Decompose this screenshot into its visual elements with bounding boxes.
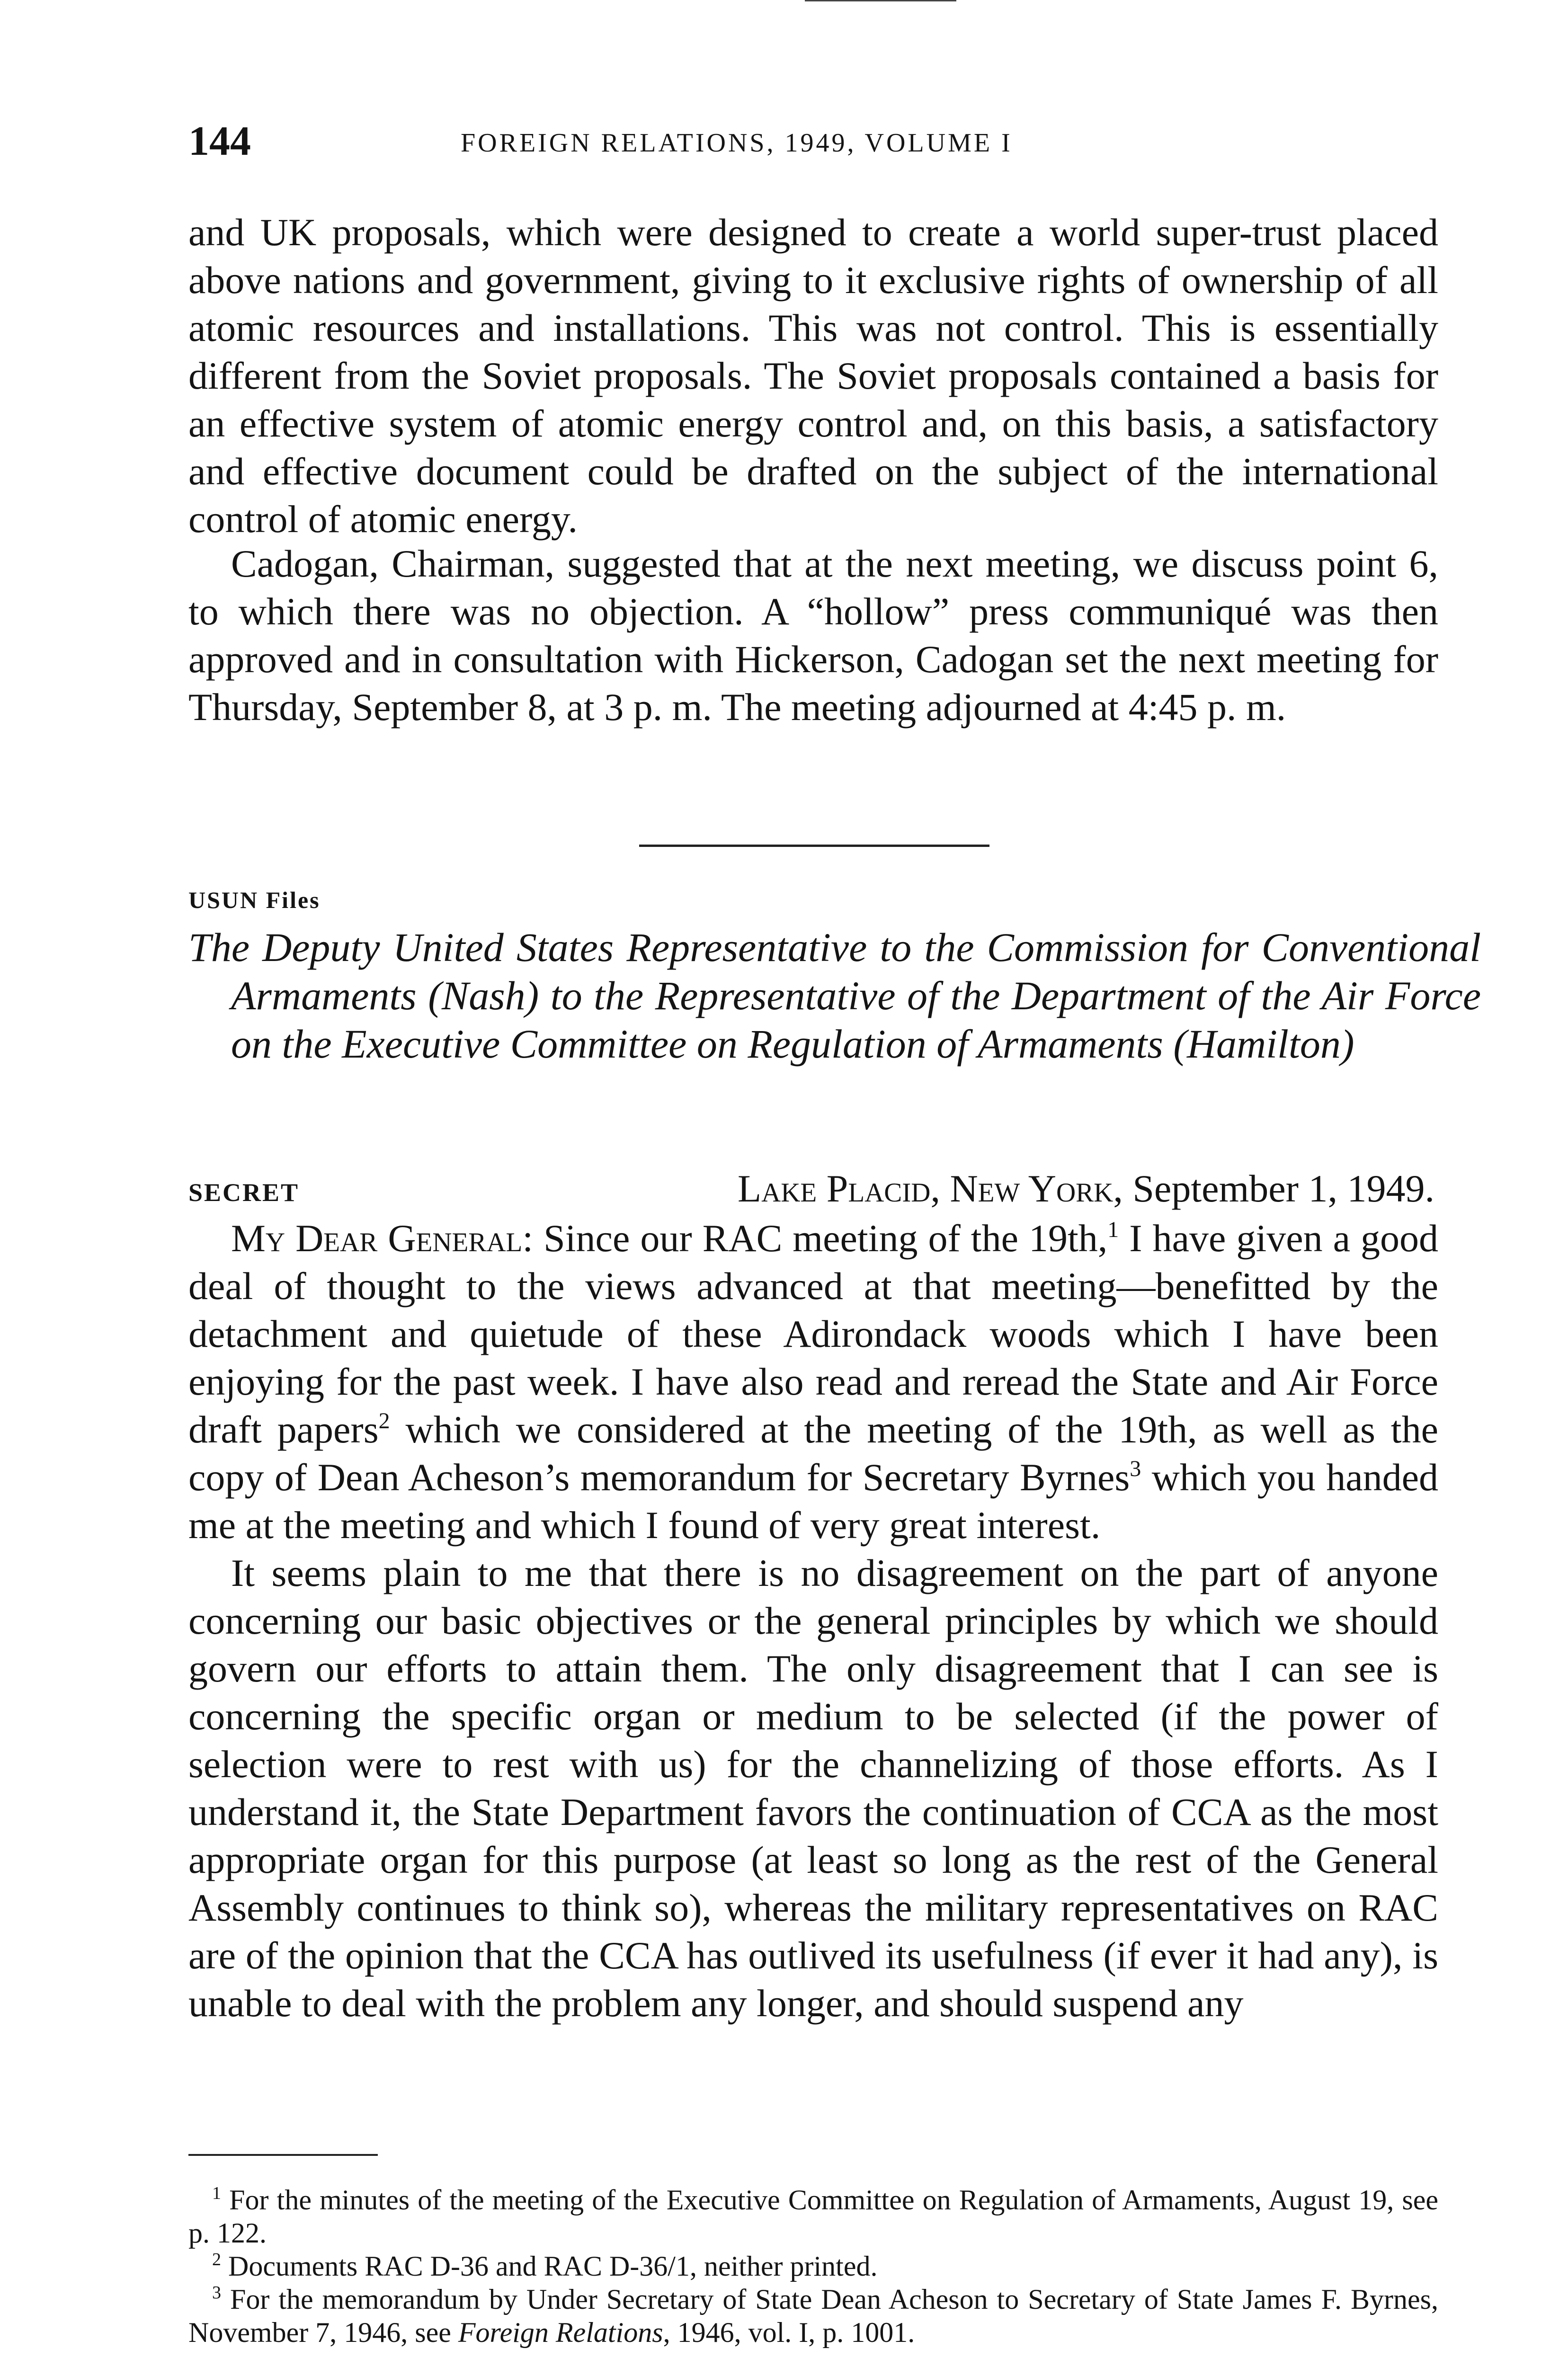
letter-text-1c: which we considered at the meeting of the 19th, as well as the copy of Dean Acheson’s memorandum for Secretary Byrnes [188, 1408, 1438, 1499]
cadogan-text: Cadogan, Chairman, suggested that at the next meeting, we discuss point 6, to which there was no objection. A “hollow” press communiqué was then approved and in consultation with Hickerson, Cadogan set the next meeting for Thursday, September 8, at 3 p. m. The meeting adjourned at 4:45 p. m. [188, 542, 1438, 729]
place: Lake Placid, New York, [737, 1167, 1123, 1210]
section-divider [639, 845, 989, 847]
letter-body [188, 1214, 1438, 2027]
footnote-text-1: For the minutes of the meeting of the Executive Committee on Regulation of Armaments, August 19, see p. 122. [188, 2184, 1439, 2249]
footnote-ref-3[interactable]: 3 [1130, 1456, 1141, 1481]
letter-text-1d: which you handed me at the meeting and which I found of very great interest. [188, 1456, 1439, 1547]
footnote-mark-1: 1 [212, 2183, 221, 2203]
cadogan-paragraph [188, 540, 1438, 731]
running-title: FOREIGN RELATIONS, 1949, VOLUME I [461, 128, 1013, 158]
footnote-mark-3: 3 [212, 2283, 221, 2303]
letter-text-1b: I have given a good deal of thought to the views advanced at that meeting—benefitted by the detachment and quietude of these Adirondack woods which I have been enjoying for the past week. I have also read and reread the State and Air Force draft papers [188, 1217, 1439, 1451]
title-hamilton: (Hamilton) [1173, 1021, 1354, 1067]
source-label: USUN Files [188, 887, 321, 913]
footnote-rule [188, 2154, 378, 2156]
footnotes [188, 2183, 1438, 2349]
footnote-mark-2: 2 [212, 2250, 221, 2269]
continuation-text: and UK proposals, which were designed to create a world super-trust placed above nations and government, giving to it exclusive rights of ownership of all atomic resources and installations. This was not control. This is essentially different from the Soviet proposals. The Soviet proposals contained a basis for an effective system of atomic energy control and, on this basis, a satisfactory and effective document could be drafted on the subject of the international control of atomic energy. [188, 211, 1438, 541]
footnote-text-3a: For the memorandum by Under Secretary of State Dean Acheson to Secretary of State James F. Byrnes, November 7, 1946, see [188, 2284, 1438, 2348]
page-number: 144 [188, 118, 251, 164]
footnote-text-2: Documents RAC D-36 and RAC D-36/1, neither printed. [228, 2251, 878, 2282]
letter-paragraph-2: It seems plain to me that there is no disagreement on the part of anyone concerning our basic objectives or the general principles by which we should govern our efforts to attain them. The only disagreement that I can see is concerning the specific organ or medium to be selected (if the power of selection were to rest with us) for the channelizing of those efforts. As I understand it, the State Department favors the continuation of CCA as the most appropriate organ for this purpose (at least so long as the rest of the General Assembly continues to think so), whereas the military representatives on RAC are of the opinion that the CCA has outlived its usefulness (if ever it had any), is unable to deal with the problem any longer, and should suspend any [188, 1551, 1438, 2025]
footnote-ref-1[interactable]: 1 [1107, 1217, 1119, 1242]
footnote-ref-2[interactable]: 2 [378, 1408, 390, 1433]
document-title [188, 923, 1481, 1068]
salutation: My Dear General: [231, 1217, 534, 1260]
letter-paragraph-1 [188, 1214, 1438, 1549]
classification-marking: SECRET [188, 1178, 300, 1207]
letter-text-1a: Since our RAC meeting of the 19th, [543, 1217, 1108, 1260]
top-edge-rule [805, 0, 956, 1]
place-date-line [738, 1166, 1434, 1211]
footnote-text-3b: , 1946, vol. I, p. 1001. [663, 2317, 915, 2348]
running-header [188, 117, 1436, 169]
date: September 1, 1949. [1132, 1167, 1434, 1210]
title-part-2: to the Representative of the Department of the Air Force on the Executive Committee on Regulation of Armaments [231, 973, 1481, 1067]
title-nash: (Nash) [428, 973, 539, 1018]
continuation-paragraph [188, 208, 1438, 543]
footnote-text-3-italic: Foreign Relations [458, 2317, 663, 2348]
footnote-2 [188, 2250, 1438, 2283]
footnote-1 [188, 2183, 1438, 2250]
title-part-1: The Deputy United States Representative to the Commission for Conventional Armaments [188, 925, 1481, 1018]
footnote-3 [188, 2283, 1438, 2349]
